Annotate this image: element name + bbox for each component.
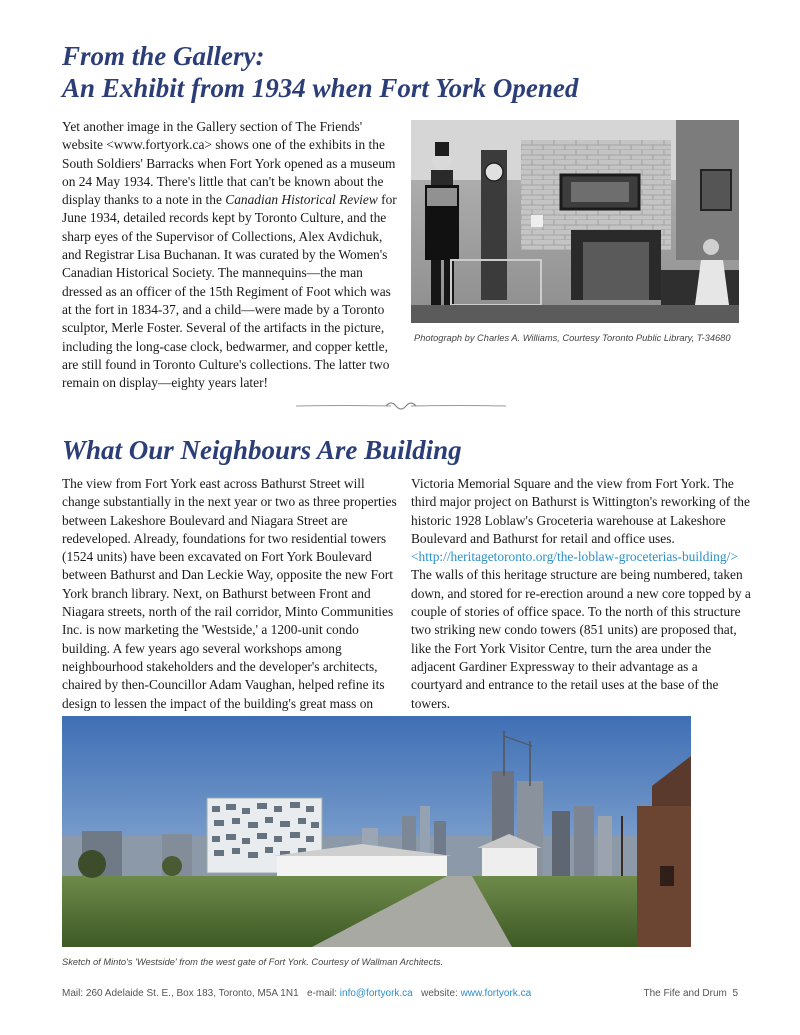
footer-website-label: website: xyxy=(421,988,458,999)
gallery-body-part2: for June 1934, detailed records kept by Toronto Culture, and the sharp eyes of the Supervisor of Collections, Alex Avdichuk, and Registrar Lisa Buchanan. It was curated by the Women's Canadian Historical Society. The mannequins—the man dressed as an officer of the 15th Regiment of Foot which was at the fort in 1834-37, and a child—were made by a Toronto sculptor, Merle Foster. Several of the artifacts in the picture, including the long-case clock, bedwarmer, and copper kettle, are still found in Toronto Culture's collections. The latter two remain on display—eighty years later! xyxy=(62,192,397,391)
title-line-2: An Exhibit from 1934 when Fort York Opened xyxy=(62,73,579,103)
publication-name: The Fife and Drum xyxy=(643,988,727,999)
gallery-body-text xyxy=(62,118,402,392)
title-line-1: From the Gallery: xyxy=(62,41,265,71)
footer-publication xyxy=(644,988,739,999)
exhibit-photo-caption: Photograph by Charles A. Williams, Courtesy Toronto Public Library, T-34680 xyxy=(414,333,731,343)
westside-sketch-caption: Sketch of Minto's 'Westside' from the west gate of Fort York. Courtesy of Wallman Architects. xyxy=(62,957,444,967)
section-title-neighbours: What Our Neighbours Are Building xyxy=(62,435,462,465)
loblaw-building-link[interactable]: <http://heritagetoronto.org/the-loblaw-groceterias-building/> xyxy=(411,549,738,565)
westside-sketch-image xyxy=(62,716,691,947)
footer-mail: Mail: 260 Adelaide St. E., Box 183, Toronto, M5A 1N1 xyxy=(62,988,299,999)
gallery-body-italic: Canadian Historical Review xyxy=(225,192,378,208)
footer-contact xyxy=(62,988,531,999)
right-column-part2: The walls of this heritage structure are being numbered, taken down, and stored for re-erection around a new core topped by a couple of stories of office space. To the north of this structure two striking new condo towers (851 units) are proposed that, like the Fort York Visitor Centre, turn the area under the adjacent Gardiner Expressway to their advantage as a courtyard and entrance to the retail uses at the base of the towers. xyxy=(411,567,751,711)
neighbours-text-right-column xyxy=(411,475,751,713)
section-title-gallery xyxy=(62,40,578,104)
decorative-divider-icon xyxy=(296,399,506,413)
footer-email-label: e-mail: xyxy=(306,988,337,999)
footer-website-link[interactable]: www.fortyork.ca xyxy=(460,988,532,999)
gallery-body-part1: Yet another image in the Gallery section of The Friends' website <www.fortyork.ca> shows one of the exhibits in the South Soldiers' Barracks when Fort York opened as a museum on 24 May 1934. There's little that can't be known about the display thanks to a note in the xyxy=(62,119,396,208)
neighbours-text-left-column: The view from Fort York east across Bathurst Street will change substantially in the next year or two as three properties between Lakeshore Boulevard and Niagara Street are redeveloped. Already, foundations for two residential towers (1524 units) have been excavated on Fort York Boulevard between Bathurst and Dan Leckie Way, opposite the new Fort York branch library. Next, on Bathurst between Front and Niagara streets, north of the rail corridor, Minto Communities Inc. is now marketing the 'Westside,' a 1200-unit condo building. A few years ago several workshops among neighbourhood stakeholders and the developer's architects, chaired by then-Councillor Adam Vaughan, helped refine its design to lessen the impact of the building's great mass on xyxy=(62,476,397,711)
page-number: 5 xyxy=(732,988,738,999)
footer-email-link[interactable]: info@fortyork.ca xyxy=(339,988,413,999)
right-column-part1: Victoria Memorial Square and the view from Fort York. The third major project on Bathurst is Wittington's reworking of the historic 1928 Loblaw's Groceteria warehouse at Lakeshore Boulevard and Bathurst for retail and office uses. xyxy=(411,476,750,546)
exhibit-1934-photo xyxy=(411,120,739,323)
